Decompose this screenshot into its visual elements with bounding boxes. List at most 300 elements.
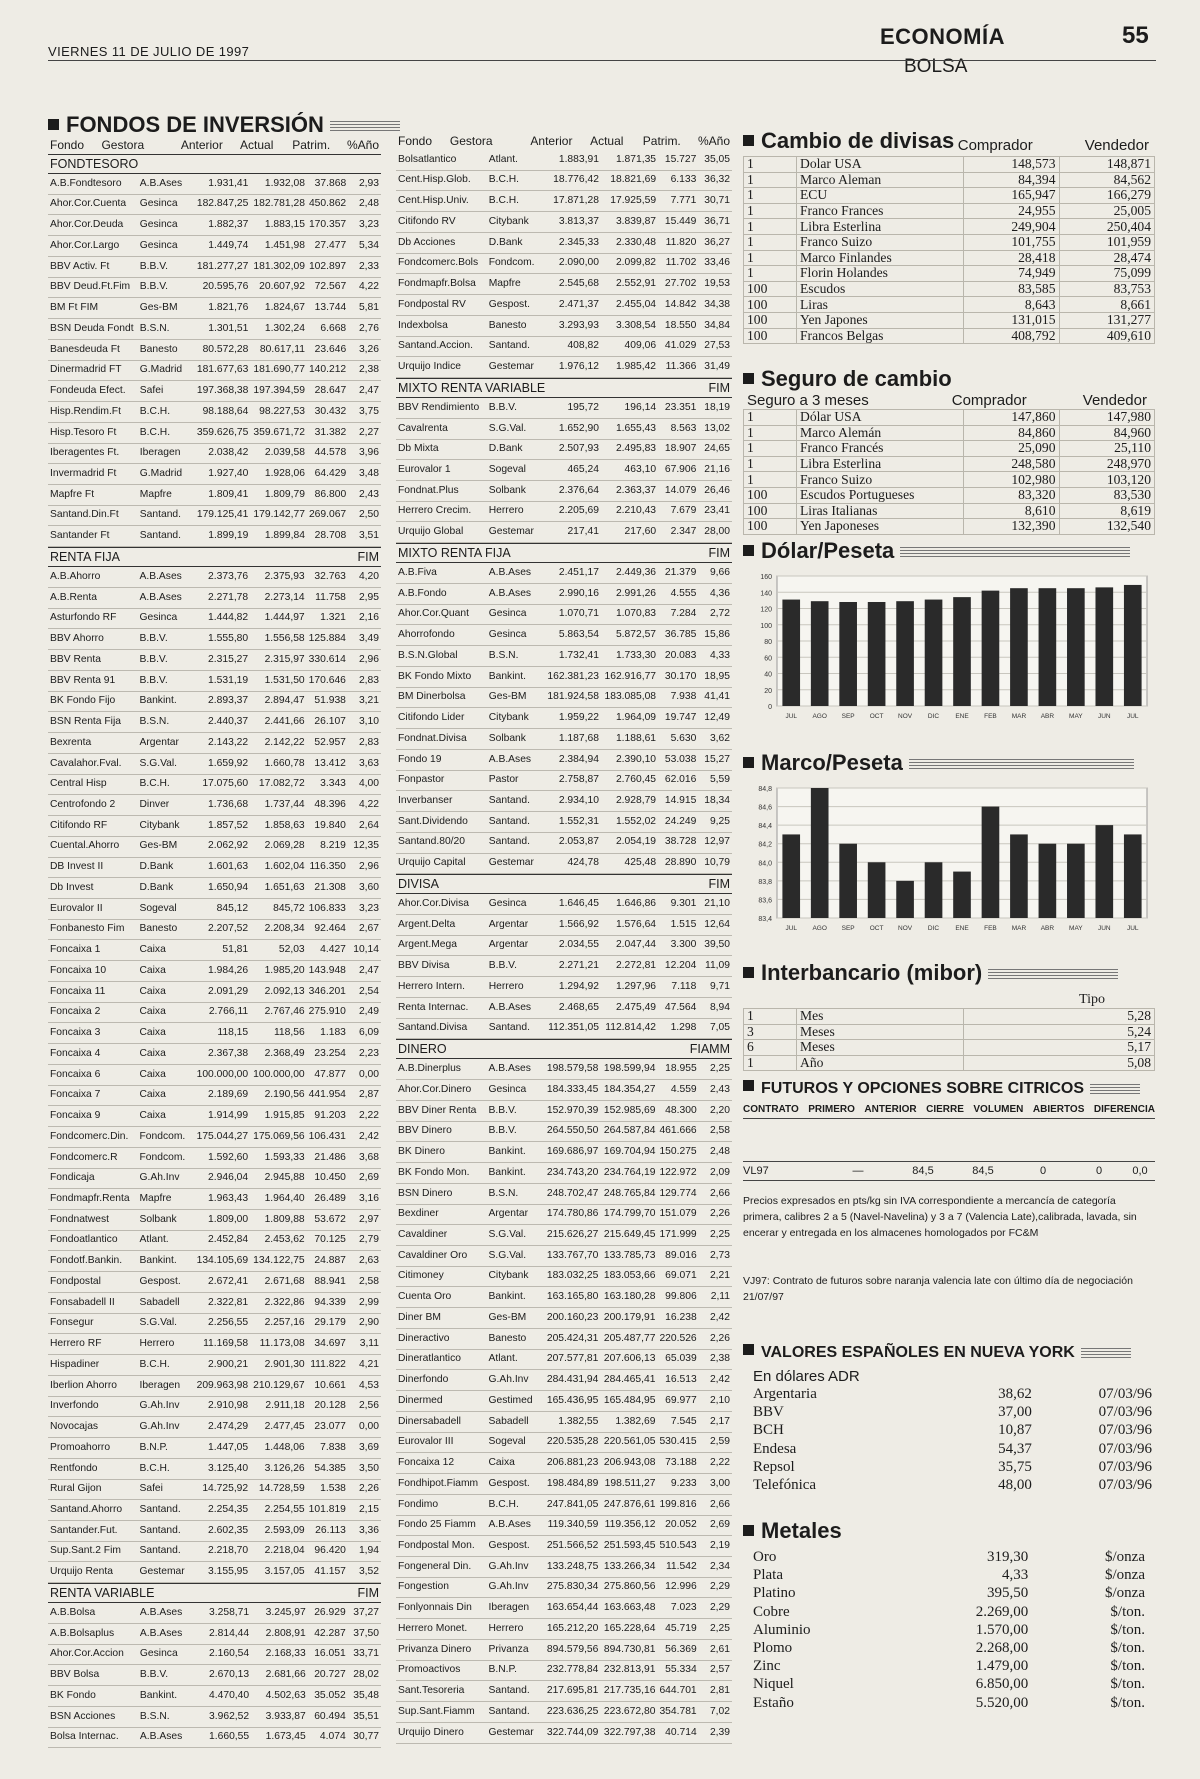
fund-cell: 2,26: [699, 1204, 732, 1225]
fund-category: [396, 874, 732, 894]
fund-cell: BSN Deuda Fondt: [48, 319, 138, 340]
metales-cell: Plata: [753, 1567, 783, 1584]
fund-cell: A.B.Ases: [138, 174, 194, 194]
fund-cell: 9,71: [698, 977, 732, 998]
fund-cell: 2,76: [348, 319, 381, 340]
fund-cell: 1.821,76: [194, 298, 251, 319]
fund-cell: 134.105,69: [194, 1251, 251, 1272]
fund-cell: 8.219: [307, 836, 348, 857]
chart-x-tick-label: OCT: [869, 925, 884, 932]
seguro-cell: 102,980: [964, 472, 1060, 488]
funds-title-text: FONDOS DE INVERSIÓN: [66, 112, 324, 137]
fund-cell: Promoahorro: [48, 1438, 137, 1459]
fund-cell: Argentar: [137, 733, 193, 754]
fund-cell: 4.555: [658, 583, 698, 604]
header-rule: [48, 60, 1156, 61]
fund-row: [396, 1059, 732, 1079]
chart-bar: [782, 834, 800, 918]
seguro-cell: 25,110: [1059, 441, 1155, 457]
metales-cell: $/ton.: [1110, 1621, 1145, 1638]
fund-cell: 2.345,33: [544, 232, 601, 253]
chart-y-tick-label: 84,4: [758, 823, 772, 831]
futuros-cell: 0: [1039, 1165, 1047, 1177]
fund-cell: Iberagentes Ft.: [48, 443, 138, 464]
cambio-cell: 1: [744, 234, 797, 250]
fund-cell: Fondcom.: [137, 1147, 193, 1168]
fund-cell: 2.315,27: [194, 650, 251, 671]
fund-cell: 18,19: [698, 398, 732, 418]
fund-cell: 2.091,29: [194, 981, 251, 1002]
chart-x-tick-label: AGO: [812, 925, 827, 932]
fund-cell: 163.663,48: [600, 1598, 657, 1619]
fund-cell: Atlant.: [137, 1230, 193, 1251]
fund-category: [48, 1583, 381, 1603]
fund-cell: 183.032,25: [543, 1266, 600, 1287]
chart-y-tick-label: 83,6: [758, 897, 772, 905]
metales-title: [743, 1518, 1155, 1544]
fund-cell: 23.077: [307, 1417, 348, 1438]
title-rule-lines: [988, 969, 1118, 979]
fund-cell: Mapfre: [137, 1189, 193, 1210]
fund-cell: 12,35: [348, 836, 381, 857]
fund-cell: 18.776,42: [544, 170, 601, 191]
fund-cell: 5,81: [348, 298, 381, 319]
chart-bar: [868, 862, 886, 918]
cambio-cell: 84,562: [1059, 172, 1155, 188]
metales-row: [743, 1657, 1155, 1675]
fund-cell: 119.340,59: [543, 1515, 600, 1536]
fund-cell: 96.420: [307, 1541, 348, 1562]
fund-row: [48, 878, 381, 899]
fund-cell: 1.964,40: [250, 1189, 307, 1210]
fund-cell: 4.427: [307, 940, 348, 961]
fund-cell: 3.258,71: [195, 1603, 252, 1623]
fund-cell: 1.984,26: [194, 961, 251, 982]
fund-cell: Herrero Intern.: [396, 977, 487, 998]
fund-cell: 3,63: [348, 753, 381, 774]
fund-cell: A.B.Ases: [487, 563, 544, 583]
fund-cell: 2,58: [348, 1272, 381, 1293]
mibor-section: [743, 960, 1155, 1071]
fund-cell: B.B.V.: [137, 629, 193, 650]
fund-cell: 1.963,43: [194, 1189, 251, 1210]
fund-cell: B.S.N.: [138, 319, 194, 340]
seguro-cell: Marco Alemán: [797, 425, 964, 441]
seguro-vendedor-header: Vendedor: [1082, 392, 1147, 409]
fund-cell: 26.107: [307, 712, 348, 733]
fund-cell: 143.948: [307, 961, 348, 982]
fund-cell: 9.301: [658, 894, 698, 914]
fund-cell: S.G.Val.: [487, 1225, 544, 1246]
metales-cell: 1.570,00: [975, 1621, 1029, 1638]
fund-cell: 2.322,86: [250, 1292, 307, 1313]
fund-cell: Banesto: [487, 1328, 544, 1349]
fund-cell: 19.840: [307, 816, 348, 837]
seguro-cell: 25,090: [964, 441, 1060, 457]
mibor-row: [744, 1009, 1155, 1025]
fund-cell: 11.169,58: [194, 1334, 251, 1355]
chart-bar: [982, 807, 1000, 918]
fund-cell: 3,50: [348, 1458, 381, 1479]
metales-row: [743, 1603, 1155, 1621]
fund-cell: 2.474,29: [194, 1417, 251, 1438]
fund-cell: 37.868: [307, 174, 348, 194]
fund-cell: Caixa: [137, 1106, 193, 1127]
fund-cell: 48.300: [657, 1100, 698, 1121]
fund-cell: 2.758,87: [544, 770, 601, 791]
fund-row: [396, 150, 732, 170]
fund-cell: Invermadrid Ft: [48, 464, 138, 485]
cambio-cell: 249,904: [964, 219, 1060, 235]
fund-cell: Gesinca: [487, 604, 544, 625]
chart-bar: [953, 597, 971, 706]
fund-cell: 2.363,37: [601, 481, 658, 502]
funds-column-header: %Año: [697, 134, 730, 148]
fund-cell: 20.083: [658, 646, 698, 667]
fund-cell: 1.294,92: [544, 977, 601, 998]
fund-cell: 37,50: [348, 1623, 381, 1644]
metales-cell: $/ton.: [1110, 1658, 1145, 1675]
fund-cell: 99.806: [657, 1287, 698, 1308]
fund-cell: BBV Ahorro: [48, 629, 137, 650]
seguro-cell: 1: [744, 472, 797, 488]
fund-cell: A.B.Ases: [137, 567, 193, 587]
valores-cell: 38,62: [998, 1386, 1032, 1403]
fund-cell: 1.601,63: [194, 857, 251, 878]
fund-cell: 1.737,44: [250, 795, 307, 816]
fund-cell: Dinermed: [396, 1391, 487, 1412]
fund-cell: 88.941: [307, 1272, 348, 1293]
fund-cell: 2.210,43: [601, 501, 658, 522]
cambio-cell: 408,792: [964, 328, 1060, 344]
fund-cell: A.B.Fiva: [396, 563, 487, 583]
fund-group-table: [396, 398, 732, 543]
fund-cell: B.C.H.: [487, 191, 544, 212]
fund-cell: 3,49: [348, 629, 381, 650]
fund-row: [48, 816, 381, 837]
fund-cell: 24.249: [658, 812, 698, 833]
mibor-cell: Meses: [797, 1024, 964, 1040]
fund-cell: B.B.V.: [138, 1665, 195, 1686]
fund-cell: Inverfondo: [48, 1396, 137, 1417]
fund-cell: B.S.N.: [487, 646, 544, 667]
fund-row: [48, 733, 381, 754]
fund-row: [396, 253, 732, 274]
fund-cell: 2,43: [348, 485, 381, 506]
cambio-cell: 8,643: [964, 297, 1060, 313]
fund-category-tag: FIM: [708, 381, 730, 396]
fund-row: [396, 708, 732, 729]
fund-cell: 165.436,95: [543, 1391, 600, 1412]
funds-column-header: Actual: [240, 138, 274, 152]
fund-cell: 1.660,55: [195, 1727, 252, 1748]
fund-row: [48, 1603, 381, 1623]
fund-cell: Iberagen: [137, 1375, 193, 1396]
fund-cell: 112.351,05: [544, 1018, 601, 1039]
fund-cell: Citybank: [487, 1266, 544, 1287]
fund-row: [396, 398, 732, 418]
fund-cell: 2,58: [699, 1121, 732, 1142]
cambio-cell: 1: [744, 203, 797, 219]
fund-row: [396, 522, 732, 543]
fund-cell: 3,52: [348, 1562, 381, 1583]
fund-cell: 67.906: [658, 460, 698, 481]
fund-cell: 2.440,37: [194, 712, 251, 733]
fund-cell: 8,94: [698, 997, 732, 1018]
seguro-cell: 8,619: [1059, 503, 1155, 519]
fund-cell: 2,17: [699, 1411, 732, 1432]
fund-group-table: [396, 150, 732, 378]
seguro-cell: 100: [744, 487, 797, 503]
chart-bar: [1124, 834, 1142, 918]
fund-cell: Fondo 19: [396, 749, 487, 770]
fund-cell: 2.451,17: [544, 563, 601, 583]
fund-cell: 134.122,75: [250, 1251, 307, 1272]
header-section: ECONOMÍA: [880, 24, 1005, 49]
fund-cell: Citybank: [487, 212, 544, 233]
fund-cell: Herrero: [487, 977, 544, 998]
fund-cell: G.Ah.Inv: [137, 1417, 193, 1438]
fund-cell: 2.760,45: [601, 770, 658, 791]
fund-cell: Iberagen: [138, 443, 194, 464]
chart-x-tick-label: JUL: [785, 925, 798, 932]
fund-cell: 152.985,69: [600, 1100, 657, 1121]
fund-cell: 1.188,61: [601, 729, 658, 750]
metales-cell: Plomo: [753, 1640, 793, 1657]
fund-cell: 1.824,67: [250, 298, 307, 319]
fund-cell: 2.330,48: [601, 232, 658, 253]
fund-cell: Cavaldiner: [396, 1225, 487, 1246]
chart-x-tick-label: JUL: [1126, 925, 1139, 932]
chart-x-tick-label: ABR: [1040, 925, 1055, 932]
fund-cell: 2.368,49: [250, 1044, 307, 1065]
fund-cell: 2.090,00: [544, 253, 601, 274]
fund-cell: 530.415: [657, 1432, 698, 1453]
seguro-period: Seguro a 3 meses: [747, 392, 869, 409]
fund-cell: B.B.V.: [137, 670, 193, 691]
fund-category-tag: FIM: [357, 550, 379, 565]
fund-cell: Citifondo Lider: [396, 708, 487, 729]
cambio-cell: 74,949: [964, 266, 1060, 282]
chart-x-tick-label: JUN: [1097, 925, 1111, 932]
seguro-cell: Franco Suizo: [797, 472, 964, 488]
fund-cell: 16.238: [657, 1308, 698, 1329]
fund-cell: Gespost.: [487, 295, 544, 316]
fund-cell: Caixa: [137, 1023, 193, 1044]
valores-cell: 07/03/96: [1098, 1477, 1152, 1494]
fund-cell: 2,54: [348, 981, 381, 1002]
fund-cell: A.B.Fondtesoro: [48, 174, 138, 194]
metales-table: [743, 1548, 1155, 1712]
marco-peseta-section: [743, 750, 1155, 943]
chart-x-tick-label: JUN: [1097, 713, 1111, 720]
fund-cell: Dineractivo: [396, 1328, 487, 1349]
fund-row: [48, 1396, 381, 1417]
fund-cell: 34,38: [698, 295, 732, 316]
chart-y-tick-label: 83,8: [758, 878, 772, 886]
fund-cell: D.Bank: [137, 878, 193, 899]
seguro-cell: Dólar USA: [797, 410, 964, 426]
fund-cell: Rentfondo: [48, 1458, 137, 1479]
fund-row: [48, 567, 381, 587]
fund-cell: 1.538: [307, 1479, 348, 1500]
fund-cell: 2,38: [348, 360, 381, 381]
fund-cell: 56.369: [657, 1639, 698, 1660]
fund-cell: B.B.V.: [487, 956, 544, 977]
fund-cell: Foncaixa 1: [48, 940, 137, 961]
fund-cell: Sup.Sant.2 Fim: [48, 1541, 137, 1562]
fund-cell: 31,49: [698, 357, 732, 378]
valores-cell: 07/03/96: [1098, 1458, 1152, 1475]
fund-cell: 19.747: [658, 708, 698, 729]
fund-cell: 14.079: [658, 481, 698, 502]
chart-bar: [1067, 844, 1085, 918]
fund-cell: 28.647: [307, 381, 348, 402]
fund-cell: 2.452,84: [194, 1230, 251, 1251]
fund-cell: 129.774: [657, 1183, 698, 1204]
fund-cell: 1.871,35: [601, 150, 658, 170]
fund-cell: 3,26: [348, 339, 381, 360]
fund-cell: Sant.Tesoreria: [396, 1681, 487, 1702]
fund-cell: 4,00: [348, 774, 381, 795]
fund-cell: 1.809,79: [250, 485, 307, 506]
cambio-cell: 84,394: [964, 172, 1060, 188]
fund-cell: 1.964,09: [601, 708, 658, 729]
fund-cell: Fongeneral Din.: [396, 1557, 487, 1578]
fund-cell: 424,78: [544, 853, 601, 874]
fund-row: [48, 298, 381, 319]
fund-cell: 102.897: [307, 256, 348, 277]
fund-row: [48, 526, 381, 547]
fund-cell: Cavalahor.Fval.: [48, 753, 137, 774]
fund-cell: S.G.Val.: [137, 1313, 193, 1334]
fund-cell: Cent.Hisp.Glob.: [396, 170, 487, 191]
chart-x-tick-label: JUL: [1126, 713, 1139, 720]
fund-cell: Gestemar: [137, 1562, 193, 1583]
mibor-cell: 5,08: [964, 1055, 1155, 1071]
fund-cell: 20.607,92: [250, 277, 307, 298]
fund-cell: 0,00: [348, 1064, 381, 1085]
chart-x-tick-label: NOV: [898, 713, 913, 720]
fund-cell: 183.085,08: [601, 687, 658, 708]
seguro-cell: 84,960: [1059, 425, 1155, 441]
fund-cell: Ahor.Cor.Dinero: [396, 1080, 487, 1101]
cambio-cell: 1: [744, 266, 797, 282]
fund-cell: Ges-BM: [138, 298, 194, 319]
fund-cell: 4,53: [348, 1375, 381, 1396]
fund-cell: 2,33: [348, 256, 381, 277]
fund-cell: 2,79: [348, 1230, 381, 1251]
fund-cell: 28.890: [658, 853, 698, 874]
fund-cell: 12,64: [698, 914, 732, 935]
fund-cell: A.B.Ases: [487, 583, 544, 604]
fund-group-table: [396, 563, 732, 874]
fund-cell: 33,46: [698, 253, 732, 274]
metales-cell: $/ton.: [1110, 1676, 1145, 1693]
fund-cell: 2.034,55: [544, 935, 601, 956]
fund-cell: Citifondo RF: [48, 816, 137, 837]
fund-row: [396, 1018, 732, 1039]
fund-category: [396, 1039, 732, 1059]
fund-cell: Foncaixa 7: [48, 1085, 137, 1106]
fund-cell: 1.985,42: [601, 357, 658, 378]
fund-cell: 23,41: [698, 501, 732, 522]
metales-section: [743, 1518, 1155, 1712]
seguro-title: [743, 366, 1155, 392]
fund-cell: 1.531,50: [250, 670, 307, 691]
valores-table: [743, 1385, 1155, 1494]
fund-row: [396, 563, 732, 583]
cambio-row: [744, 172, 1155, 188]
fund-cell: Rural Gijon: [48, 1479, 137, 1500]
fund-cell: BSN Renta Fija: [48, 712, 137, 733]
futuros-contract-note: VJ97: Contrato de futuros sobre naranja valencia late con último día de negociación 21/07/97: [743, 1275, 1133, 1303]
marco-chart-title: [743, 750, 1155, 776]
fund-row: [48, 174, 381, 194]
valores-row: [743, 1440, 1155, 1458]
seguro-row: [744, 503, 1155, 519]
chart-bar: [839, 844, 857, 918]
fund-cell: Foncaixa 9: [48, 1106, 137, 1127]
chart-x-tick-label: SEP: [841, 925, 855, 932]
seguro-cell: 132,540: [1059, 519, 1155, 535]
fund-cell: Atlant.: [487, 150, 544, 170]
fund-cell: 100.000,00: [250, 1064, 307, 1085]
fund-cell: Mapfre Ft: [48, 485, 138, 506]
fund-cell: 26.929: [308, 1603, 348, 1623]
fund-cell: 2.053,87: [544, 832, 601, 853]
chart-y-tick-label: 83,4: [758, 916, 772, 923]
futuros-cell: 0,0: [1132, 1165, 1148, 1177]
fund-cell: Eurovalor III: [396, 1432, 487, 1453]
fund-row: [48, 1002, 381, 1023]
fund-category: [48, 154, 381, 174]
fund-category: [396, 543, 732, 563]
fund-cell: 2.900,21: [194, 1355, 251, 1376]
fund-cell: 197.394,59: [250, 381, 307, 402]
fund-cell: BK Fondo Mon.: [396, 1163, 487, 1184]
fund-cell: Privanza: [487, 1639, 544, 1660]
fund-cell: 28,00: [698, 522, 732, 543]
seguro-cell: 1: [744, 441, 797, 457]
fund-cell: Indexbolsa: [396, 315, 487, 336]
fund-cell: 2,26: [348, 1479, 381, 1500]
fund-cell: Argentar: [487, 935, 544, 956]
metales-cell: $/ton.: [1110, 1603, 1145, 1620]
fund-cell: 209.963,98: [194, 1375, 251, 1396]
fund-cell: 217,41: [544, 522, 601, 543]
fund-row: [48, 422, 381, 443]
futuros-cell: 0: [1095, 1165, 1103, 1177]
fund-cell: 7.938: [658, 687, 698, 708]
fund-cell: Caixa: [487, 1453, 544, 1474]
cambio-cell: Marco Finlandes: [797, 250, 964, 266]
fund-cell: 1.660,78: [250, 753, 307, 774]
seguro-cell: 83,530: [1059, 487, 1155, 503]
metales-cell: 6.850,00: [975, 1676, 1029, 1693]
fund-cell: 20.595,76: [194, 277, 251, 298]
fund-cell: 41.029: [658, 336, 698, 357]
fund-cell: 175.044,27: [194, 1127, 251, 1148]
fund-cell: 1.736,68: [194, 795, 251, 816]
fund-cell: 5.630: [658, 729, 698, 750]
funds-title: [48, 112, 381, 136]
fund-cell: BBV Renta: [48, 650, 137, 671]
cambio-cell: 148,573: [964, 157, 1060, 173]
fund-row: [48, 1230, 381, 1251]
square-bullet-icon: [743, 1344, 754, 1355]
fund-category: [396, 378, 732, 398]
